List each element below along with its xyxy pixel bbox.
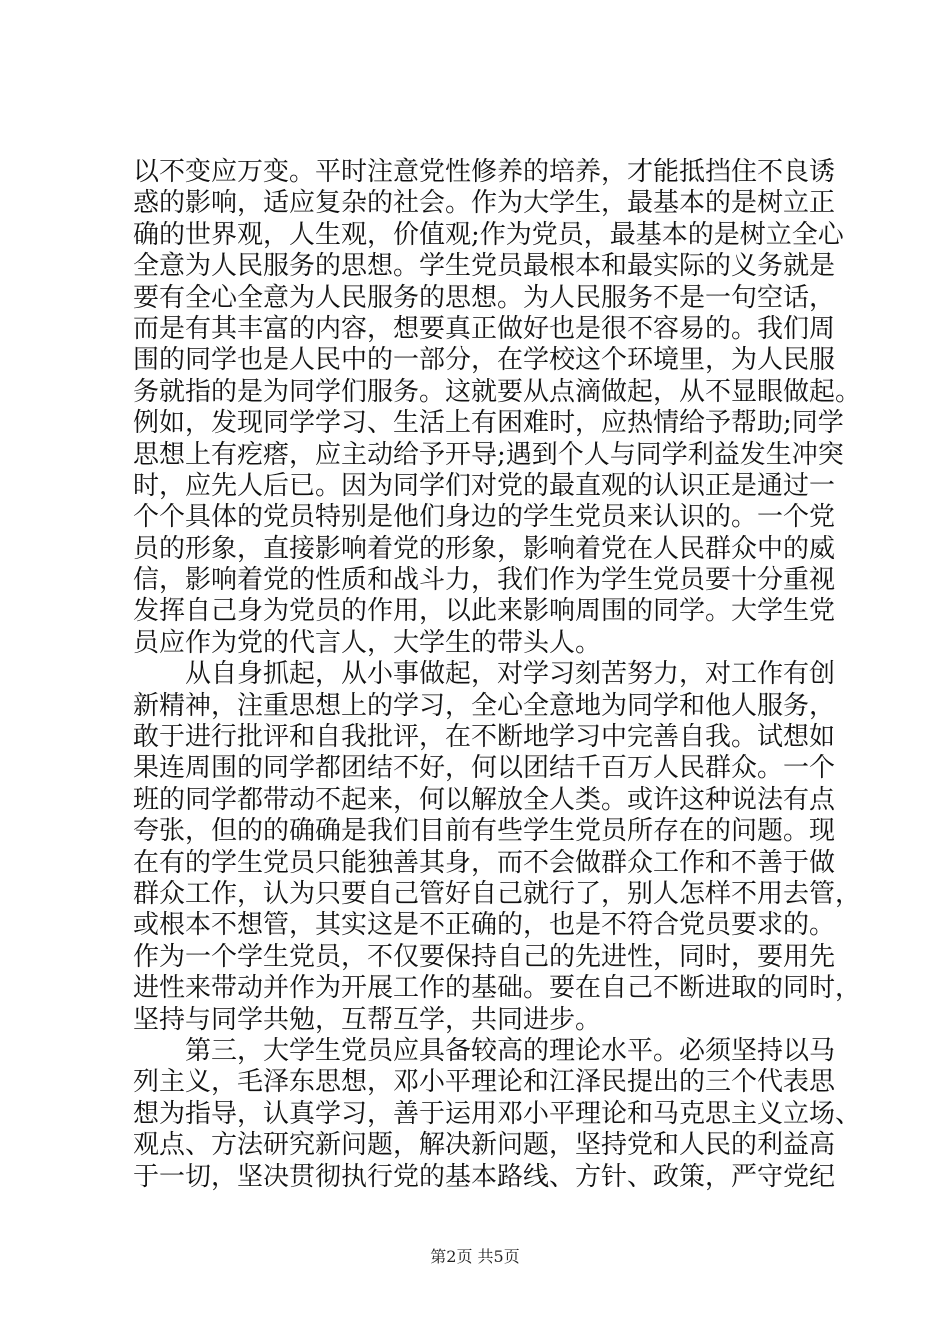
text-line: 员应作为党的代言人，大学生的带头人。 xyxy=(133,627,602,658)
text-line: 信，影响着党的性质和战斗力，我们作为学生党员要十分重视 xyxy=(133,565,836,596)
text-line: 群众工作，认为只要自己管好自己就行了，别人怎样不用去管， xyxy=(133,878,862,909)
text-line: 发挥自己身为党员的作用，以此来影响周围的同学。大学生党 xyxy=(133,596,836,627)
text-line: 思想上有疙瘩，应主动给予开导;遇到个人与同学利益发生冲突 xyxy=(133,439,844,470)
text-line: 作为一个学生党员，不仅要保持自己的先进性，同时，要用先 xyxy=(133,941,836,972)
paragraph-start-line: 从自身抓起，从小事做起，对学习刻苦努力，对工作有创 xyxy=(185,659,836,690)
text-line: 务就指的是为同学们服务。这就要从点滴做起，从不显眼做起。 xyxy=(133,376,862,407)
text-line: 围的同学也是人民中的一部分，在学校这个环境里，为人民服 xyxy=(133,345,836,376)
text-line: 想为指导，认真学习，善于运用邓小平理论和马克思主义立场、 xyxy=(133,1098,862,1129)
text-line: 或根本不想管，其实这是不正确的，也是不符合党员要求的。 xyxy=(133,910,836,941)
text-line: 要有全心全意为人民服务的思想。为人民服务不是一句空话， xyxy=(133,282,836,313)
body-text xyxy=(133,157,862,1193)
paragraph-start-line: 第三，大学生党员应具备较高的理论水平。必须坚持以马 xyxy=(185,1035,836,1066)
text-line: 于一切，坚决贯彻执行党的基本路线、方针、政策，严守党纪 xyxy=(133,1161,836,1192)
page-footer xyxy=(0,1244,950,1267)
text-line: 员的形象，直接影响着党的形象，影响着党在人民群众中的威 xyxy=(133,533,836,564)
text-line: 列主义，毛泽东思想，邓小平理论和江泽民提出的三个代表思 xyxy=(133,1067,836,1098)
text-line: 观点、方法研究新问题，解决新问题，坚持党和人民的利益高 xyxy=(133,1130,836,1161)
text-line: 而是有其丰富的内容，想要真正做好也是很不容易的。我们周 xyxy=(133,313,836,344)
text-line: 敢于进行批评和自我批评，在不断地学习中完善自我。试想如 xyxy=(133,722,836,753)
text-line: 例如，发现同学学习、生活上有困难时，应热情给予帮助;同学 xyxy=(133,408,844,439)
text-line: 时，应先人后已。因为同学们对党的最直观的认识正是通过一 xyxy=(133,470,836,501)
text-line: 夸张，但的的确确是我们目前有些学生党员所存在的问题。现 xyxy=(133,816,836,847)
text-line: 新精神，注重思想上的学习，全心全意地为同学和他人服务， xyxy=(133,690,836,721)
text-line: 惑的影响，适应复杂的社会。作为大学生，最基本的是树立正 xyxy=(133,188,836,219)
text-line: 个个具体的党员特别是他们身边的学生党员来认识的。一个党 xyxy=(133,502,836,533)
text-line: 确的世界观，人生观，价值观;作为党员，最基本的是树立全心 xyxy=(133,219,844,250)
text-line: 果连周围的同学都团结不好，何以团结千百万人民群众。一个 xyxy=(133,753,836,784)
text-line: 在有的学生党员只能独善其身，而不会做群众工作和不善于做 xyxy=(133,847,836,878)
text-line: 班的同学都带动不起来，何以解放全人类。或许这种说法有点 xyxy=(133,784,836,815)
text-line: 以不变应万变。平时注意党性修养的培养，才能抵挡住不良诱 xyxy=(133,157,836,187)
text-line: 坚持与同学共勉，互帮互学，共同进步。 xyxy=(133,1004,602,1035)
page-number-label: 第2页 共5页 xyxy=(430,1247,520,1266)
text-line: 进性来带动并作为开展工作的基础。要在自己不断进取的同时， xyxy=(133,973,862,1004)
text-line: 全意为人民服务的思想。学生党员最根本和最实际的义务就是 xyxy=(133,251,836,282)
